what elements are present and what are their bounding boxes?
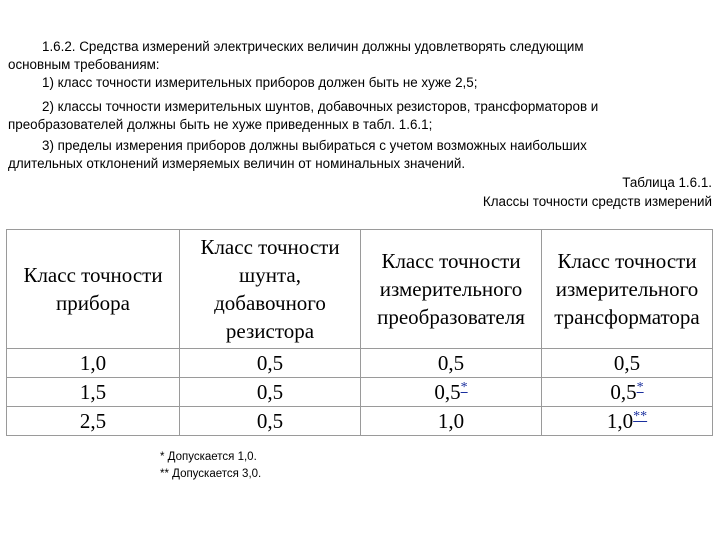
header-transformer-line-2: измерительного (555, 277, 699, 301)
cell-converter-value: 0,5 (437, 351, 465, 375)
table-number: Таблица 1.6.1. (622, 175, 712, 190)
header-device-line-1: Класс точности (23, 263, 163, 287)
header-converter-line-1: Класс точности (381, 249, 521, 273)
paragraph-1-line-2: основным требованиям: (8, 57, 160, 72)
paragraph-3-line-2: преобразователей должны быть не хуже приведенных в табл. 1.6.1; (8, 117, 433, 132)
cell-transformer (542, 378, 713, 407)
header-converter-line-3: преобразователя (377, 305, 525, 329)
footnote-2: ** Допускается 3,0. (160, 468, 262, 480)
header-shunt-line-1: Класс точности (200, 235, 340, 259)
footnote-link[interactable]: * (460, 380, 468, 395)
header-converter-line-2: измерительного (379, 277, 523, 301)
cell-shunt: 0,5 (180, 349, 361, 378)
cell-device: 1,0 (7, 349, 180, 378)
cell-converter (361, 378, 542, 407)
footnote-link[interactable]: ** (633, 409, 648, 424)
footnote-1: * Допускается 1,0. (160, 451, 257, 463)
cell-converter (361, 349, 542, 378)
cell-transformer-value: 1,0 (606, 409, 634, 433)
cell-transformer (542, 349, 713, 378)
cell-transformer (542, 407, 713, 436)
cell-shunt: 0,5 (180, 378, 361, 407)
header-shunt-line-4: резистора (225, 319, 315, 343)
cell-device: 1,5 (7, 378, 180, 407)
paragraph-3-line-1: 2) классы точности измерительных шунтов, добавочных резисторов, трансформаторов и (42, 99, 599, 114)
table-row (7, 407, 713, 436)
header-converter (361, 230, 542, 349)
table-row (7, 349, 713, 378)
paragraph-4-line-1: 3) пределы измерения приборов должны выбираться с учетом возможных наибольших (42, 138, 587, 153)
footnote-link[interactable]: * (636, 380, 644, 395)
cell-transformer-value: 0,5 (610, 380, 637, 404)
header-device-line-2: прибора (56, 291, 130, 315)
cell-converter-value: 0,5 (434, 380, 461, 404)
paragraph-1-line-1: 1.6.2. Средства измерений электрических величин должны удовлетворять следующим (42, 39, 584, 54)
paragraph-4-line-2: длительных отклонений измеряемых величин от номинальных значений. (8, 156, 466, 171)
header-transformer-line-1: Класс точности (557, 249, 697, 273)
cell-converter-value: 1,0 (437, 409, 465, 433)
header-transformer (542, 230, 713, 349)
cell-converter (361, 407, 542, 436)
header-device (7, 230, 180, 349)
cell-device: 2,5 (7, 407, 180, 436)
accuracy-table (6, 229, 713, 436)
header-transformer-line-3: трансформатора (554, 305, 700, 329)
table-header-row (7, 230, 713, 349)
cell-shunt: 0,5 (180, 407, 361, 436)
table-row (7, 378, 713, 407)
header-shunt (180, 230, 361, 349)
header-shunt-line-2: шунта, (239, 263, 301, 287)
header-shunt-line-3: добавочного (214, 291, 326, 315)
paragraph-2: 1) класс точности измерительных приборов должен быть не хуже 2,5; (42, 75, 478, 90)
table-title: Классы точности средств измерений (482, 194, 712, 209)
cell-transformer-value: 0,5 (613, 351, 641, 375)
